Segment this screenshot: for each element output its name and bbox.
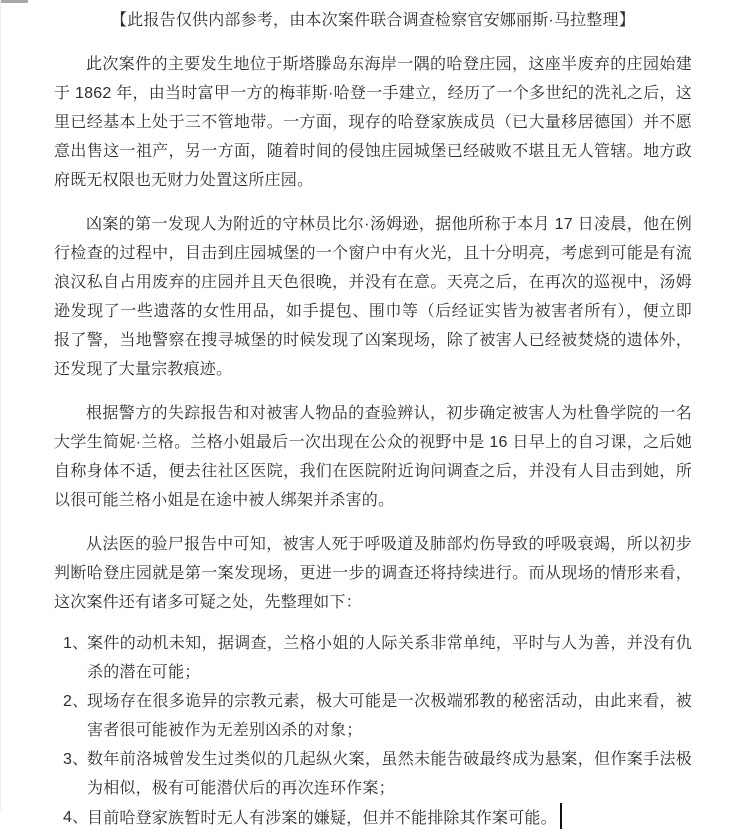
list-item-4-text: 目前哈登家族暂时无人有涉案的嫌疑，但并不能排除其作案可能。 [87, 810, 557, 827]
document-title: 【此报告仅供内部参考，由本次案件联合调查检察官安娜丽斯·马拉整理】 [111, 12, 635, 29]
list-item-4-number: 4、 [63, 809, 89, 826]
list-item-1-text: 案件的动机未知，据调查，兰格小姐的人际关系非常单纯，平时与人为善，并没有仇杀的潜在可能； [87, 635, 692, 681]
list-item-3 [63, 745, 692, 803]
list-item-2-text: 现场存在很多诡异的宗教元素，极大可能是一次极端邪教的秘密活动，由此来看，被害者很可能被作为无差别凶杀的对象； [87, 693, 692, 739]
paragraph-autopsy-findings: 从法医的验尸报告中可知，被害人死于呼吸道及肺部灼伤导致的呼吸衰竭，所以初步判断哈登庄园就是第一案发现场，更进一步的调查还将持续进行。而从现场的情形来看，这次案件还有诸多可疑之处，先整理如下： [54, 536, 692, 611]
list-item-1 [63, 629, 692, 687]
list-item-2-number: 2、 [63, 693, 89, 710]
list-item-2 [63, 687, 692, 745]
list-item-1-number: 1、 [63, 635, 89, 652]
paragraph-estate-background: 此次案件的主要发生地位于斯塔滕岛东海岸一隅的哈登庄园，这座半废弃的庄园始建于 1862 年，由当时富甲一方的梅菲斯·哈登一手建立，经历了一个多世纪的洗礼之后，这里已经基本上处于三不管地带。一方面，现存的哈登家族成员（已大量移居德国）并不愿意出售这一祖产，另一方面，随着时间的侵蚀庄园城堡已经破败不堪且无人管辖。地方政府既无权限也无财力处置这所庄园。 [54, 56, 692, 189]
document-page[interactable] [1, 0, 740, 833]
list-item-4 [63, 803, 692, 833]
list-item-3-text: 数年前洛城曾发生过类似的几起纵火案，虽然未能告破最终成为悬案，但作案手法极为相似，极有可能潜伏后的再次连环作案； [87, 751, 692, 797]
paragraph-victim-identification: 根据警方的失踪报告和对被害人物品的查验辨认，初步确定被害人为杜鲁学院的一名大学生简妮·兰格。兰格小姐最后一次出现在公众的视野中是 16 日早上的自习课，之后她自称身体不适，便去往社区医院，我们在医院附近询问调查之后，并没有人目击到她，所以很可能兰格小姐是在途中被人绑架并杀害的。 [54, 405, 692, 509]
window-edge-artifact [1, 0, 28, 3]
suspicious-points-list [54, 629, 692, 833]
list-item-3-number: 3、 [63, 751, 89, 768]
paragraph-discovery: 凶案的第一发现人为附近的守林员比尔·汤姆逊，据他所称于本月 17 日凌晨，他在例行检查的过程中，目击到庄园城堡的一个窗户中有火光，且十分明亮，考虑到可能是有流浪汉私自占用废弃的庄园并且天色很晚，并没有在意。天亮之后，在再次的巡视中，汤姆逊发现了一些遗落的女性用品，如手提包、围巾等（后经证实皆为被害者所有），便立即报了警，当地警察在搜寻城堡的时候发现了凶案现场，除了被害人已经被焚烧的遗体外，还发现了大量宗教痕迹。 [54, 216, 692, 378]
text-cursor [560, 803, 562, 829]
